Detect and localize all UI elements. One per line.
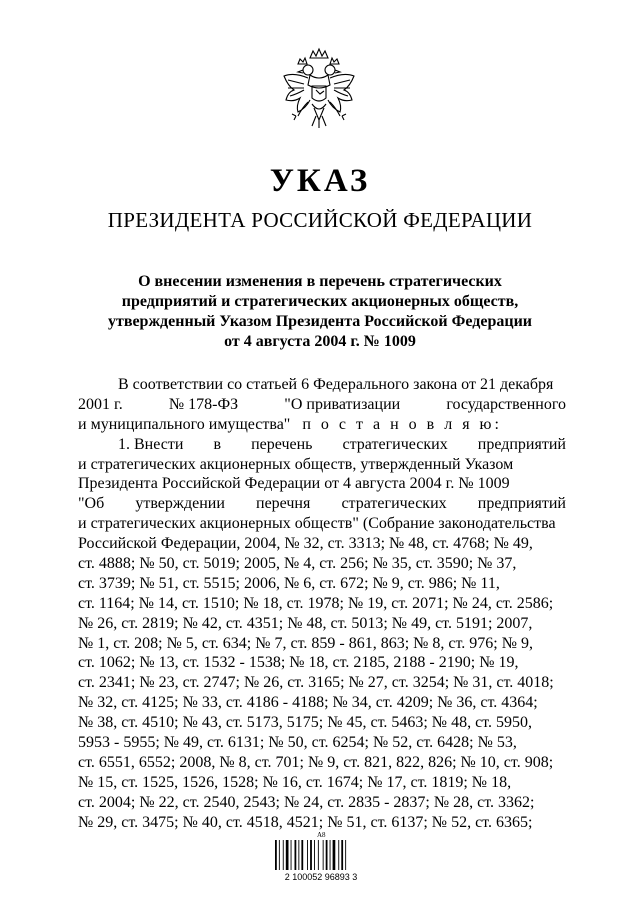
body-line: Президента Российской Федерации от 4 августа 2004 г. № 1009 [78,475,510,493]
heading-line: О внесении изменения в перечень стратегических [138,273,502,290]
barcode-number: 2 100052 96893 3 [284,872,358,882]
body-line: и стратегических акционерных обществ, утвержденный Указом [78,455,514,473]
heading-line: утвержденный Указом Президента Российской Федерации [107,313,533,330]
body-line: В соответствии со статьей 6 Федерального закона от 21 декабря [118,376,554,393]
body-line: ст. 4888; № 50, ст. 5019; 2005, № 4, ст. 256; № 35, ст. 3590; № 37, [78,555,517,573]
body-line: ст. 1164; № 14, ст. 1510; № 18, ст. 1978; № 19, ст. 2071; № 24, ст. 2586; [78,594,554,612]
body-line: 1. Внести в перечень стратегических предприятий [118,435,566,453]
body-line: ст. 3739; № 51, ст. 5515; 2006, № 6, ст. 672; № 9, ст. 986; № 11, [78,574,500,592]
body-line: ст. 2341; № 23, ст. 2747; № 26, ст. 3165; № 27, ст. 3254; № 31, ст. 4018; [78,674,554,692]
heading-line: от 4 августа 2004 г. № 1009 [224,333,416,350]
body-line: Российской Федерации, 2004, № 32, ст. 3313; № 48, ст. 4768; № 49, [78,535,533,553]
heading-line: предприятий и стратегических акционерных обществ, [121,293,519,310]
body-line: № 38, ст. 4510; № 43, ст. 5173, 5175; № 45, ст. 5463; № 48, ст. 5950, [78,714,532,732]
body-line: и стратегических акционерных обществ" (Собрание законодательства [78,515,556,533]
body-line: № 26, ст. 2819; № 42, ст. 4351; № 48, ст. 5013; № 49, ст. 5191; 2007, [78,614,533,632]
body-line: 5953 - 5955; № 49, ст. 6131; № 50, ст. 6254; № 52, ст. 6428; № 53, [78,734,517,752]
svg-text:А8: А8 [317,831,326,839]
body-line: № 15, ст. 1525, 1526, 1528; № 16, ст. 1674; № 17, ст. 1819; № 18, [78,773,512,791]
document-body [78,375,566,832]
body-line: ст. 2004; № 22, ст. 2540, 2543; № 24, ст. 2835 - 2837; № 28, ст. 3362; [78,793,535,811]
body-line: ст. 1062; № 13, ст. 1532 - 1538; № 18, ст. 2185, 2188 - 2190; № 19, [78,654,519,672]
coat-of-arms-emblem [278,42,360,142]
body-line: № 29, ст. 3475; № 40, ст. 4518, 4521; № 51, ст. 6137; № 52, ст. 6365; [78,813,533,831]
document-subtitle: ПРЕЗИДЕНТА РОССИЙСКОЙ ФЕДЕРАЦИИ [107,208,533,232]
body-line: и муниципального имущества" п о с т а н о в л я ю: [78,415,502,433]
body-line: ст. 6551, 6552; 2008, № 8, ст. 701; № 9, ст. 821, 822, 826; № 10, ст. 908; [78,753,554,771]
document-title: УКАЗ [269,163,371,199]
body-line: "Об утверждении перечня стратегических предприятий [78,495,566,513]
decree-heading [60,272,580,352]
body-line: № 1, ст. 208; № 5, ст. 634; № 7, ст. 859 - 861, 863; № 8, ст. 976; № 9, [78,634,533,652]
body-line: № 32, ст. 4125; № 33, ст. 4186 - 4188; № 34, ст. 4209; № 36, ст. 4364; [78,694,538,712]
body-line: 2001 г. № 178-ФЗ "О приватизации государственного [78,395,566,413]
postanovlyayu-text: п о с т а н о в л я ю: [302,415,502,433]
